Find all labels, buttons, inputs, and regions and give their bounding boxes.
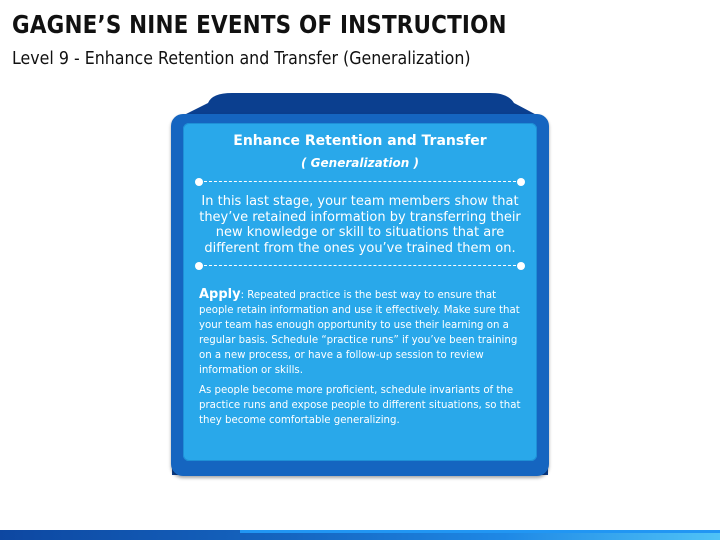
card-heading: Enhance Retention and Transfer [233, 133, 487, 149]
slide-title: GAGNE’S NINE EVENTS OF INSTRUCTION [12, 10, 507, 39]
card-intro-text: In this last stage, your team members show that they’ve retained information by transferring their new knowledge or skill to situations that are different from the ones you’ve trained them on. [199, 194, 521, 256]
slide-subtitle: Level 9 - Enhance Retention and Transfer (Generalization) [12, 48, 471, 69]
divider-top [195, 177, 525, 187]
generalizing-paragraph: As people become more proficient, schedule invariants of the practice runs and expose people to different situations, so that they become comfortable generalizing. [199, 385, 521, 426]
apply-label: Apply [199, 287, 241, 302]
card-subheading: ( Generalization ) [301, 156, 419, 170]
apply-text: : Repeated practice is the best way to ensure that people retain information and use it effectively. Make sure that your team has enough opportunity to use their learning on a regular basis. Schedule “practice runs” if you’ve been training on a new process, or have a follow-up session to review information or skills. [199, 290, 520, 376]
apply-paragraph [199, 287, 521, 378]
footer-accent [240, 530, 720, 533]
divider-bottom [195, 261, 525, 271]
